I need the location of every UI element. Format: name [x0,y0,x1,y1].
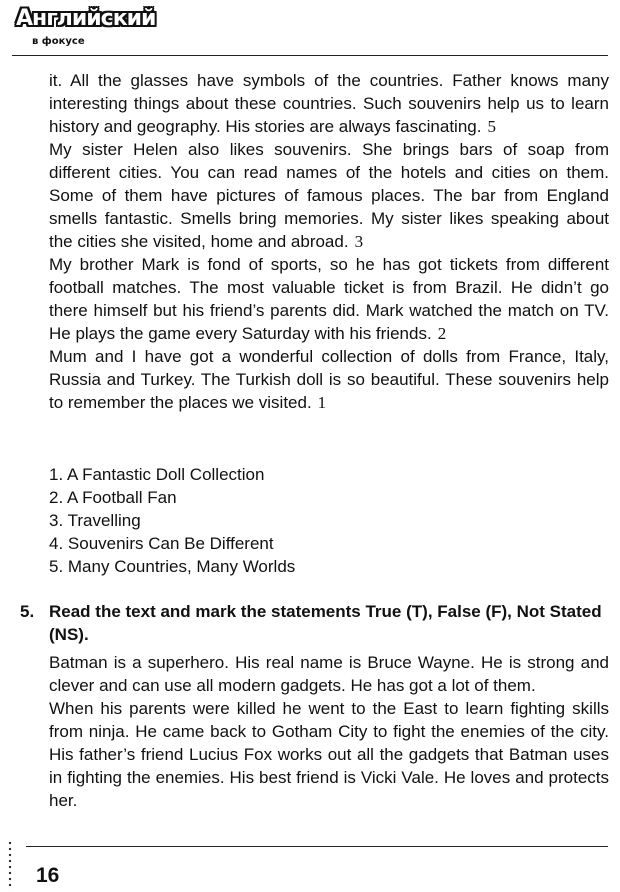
reading-text [49,69,609,414]
list-item: 5. Many Countries, Many Worlds [49,557,296,576]
paragraph-answer-number: 3 [354,232,364,251]
footer-divider [26,846,608,847]
paragraph-answer-number: 5 [487,117,496,136]
paragraph-answer-number: 1 [317,393,327,412]
logo-subtitle: в фокусе [32,36,85,47]
reading-paragraph-3 [49,253,609,345]
task-text [49,651,609,812]
reading-paragraph-2 [49,138,609,253]
headings-list [49,463,589,578]
margin-dots [8,840,12,890]
task-paragraph-2: When his parents were killed he went to the East to learn fighting skills from ninja. He came back to Gotham City to fight the enemies of the city. His father’s friend Lucius Fox works out all the gadgets that Batman uses in fighting the enemies. His best friend is Vicki Vale. He loves and protects her. [49,699,609,810]
task-instruction: Read the text and mark the statements True (T), False (F), Not Stated (NS). [49,602,602,644]
reading-paragraph-1 [49,69,609,138]
task-number: 5. [20,602,35,621]
paragraph-answer-number: 2 [437,324,447,343]
page-number: 16 [36,864,60,887]
logo-title: Английский [16,6,156,31]
book-logo [12,4,156,54]
list-item: 4. Souvenirs Can Be Different [49,534,274,553]
paragraph-text: My sister Helen also likes souvenirs. She brings bars of soap from different cities. You can read names of the hotels and cities on them. Some of them have pictures of famous places. The bar from England smells fantastic. Smells bring memories. My sister likes speaking about the cities she visited, home and abroad. [49,140,609,251]
list-item: 1. A Fantastic Doll Collection [49,465,265,484]
header-divider [12,55,608,56]
list-item: 2. A Football Fan [49,488,177,507]
paragraph-text: Mum and I have got a wonderful collection of dolls from France, Italy, Russia and Turkey. The Turkish doll is so beautiful. These souvenirs help to remember the places we visited. [49,347,609,412]
list-item: 3. Travelling [49,511,141,530]
reading-paragraph-4 [49,345,609,414]
task-paragraph-1: Batman is a superhero. His real name is Bruce Wayne. He is strong and clever and can use all modern gadgets. He has got a lot of them. [49,653,609,695]
paragraph-text: My brother Mark is fond of sports, so he has got tickets from different football matches. The most valuable ticket is from Brazil. He didn’t go there himself but his friend’s parents did. Mark watched the match on TV. He plays the game every Saturday with his friends. [49,255,609,343]
paragraph-text: it. All the glasses have symbols of the countries. Father knows many interesting things about these countries. Such souvenirs help us to learn history and geography. His stories are always fascinating. [49,71,609,136]
